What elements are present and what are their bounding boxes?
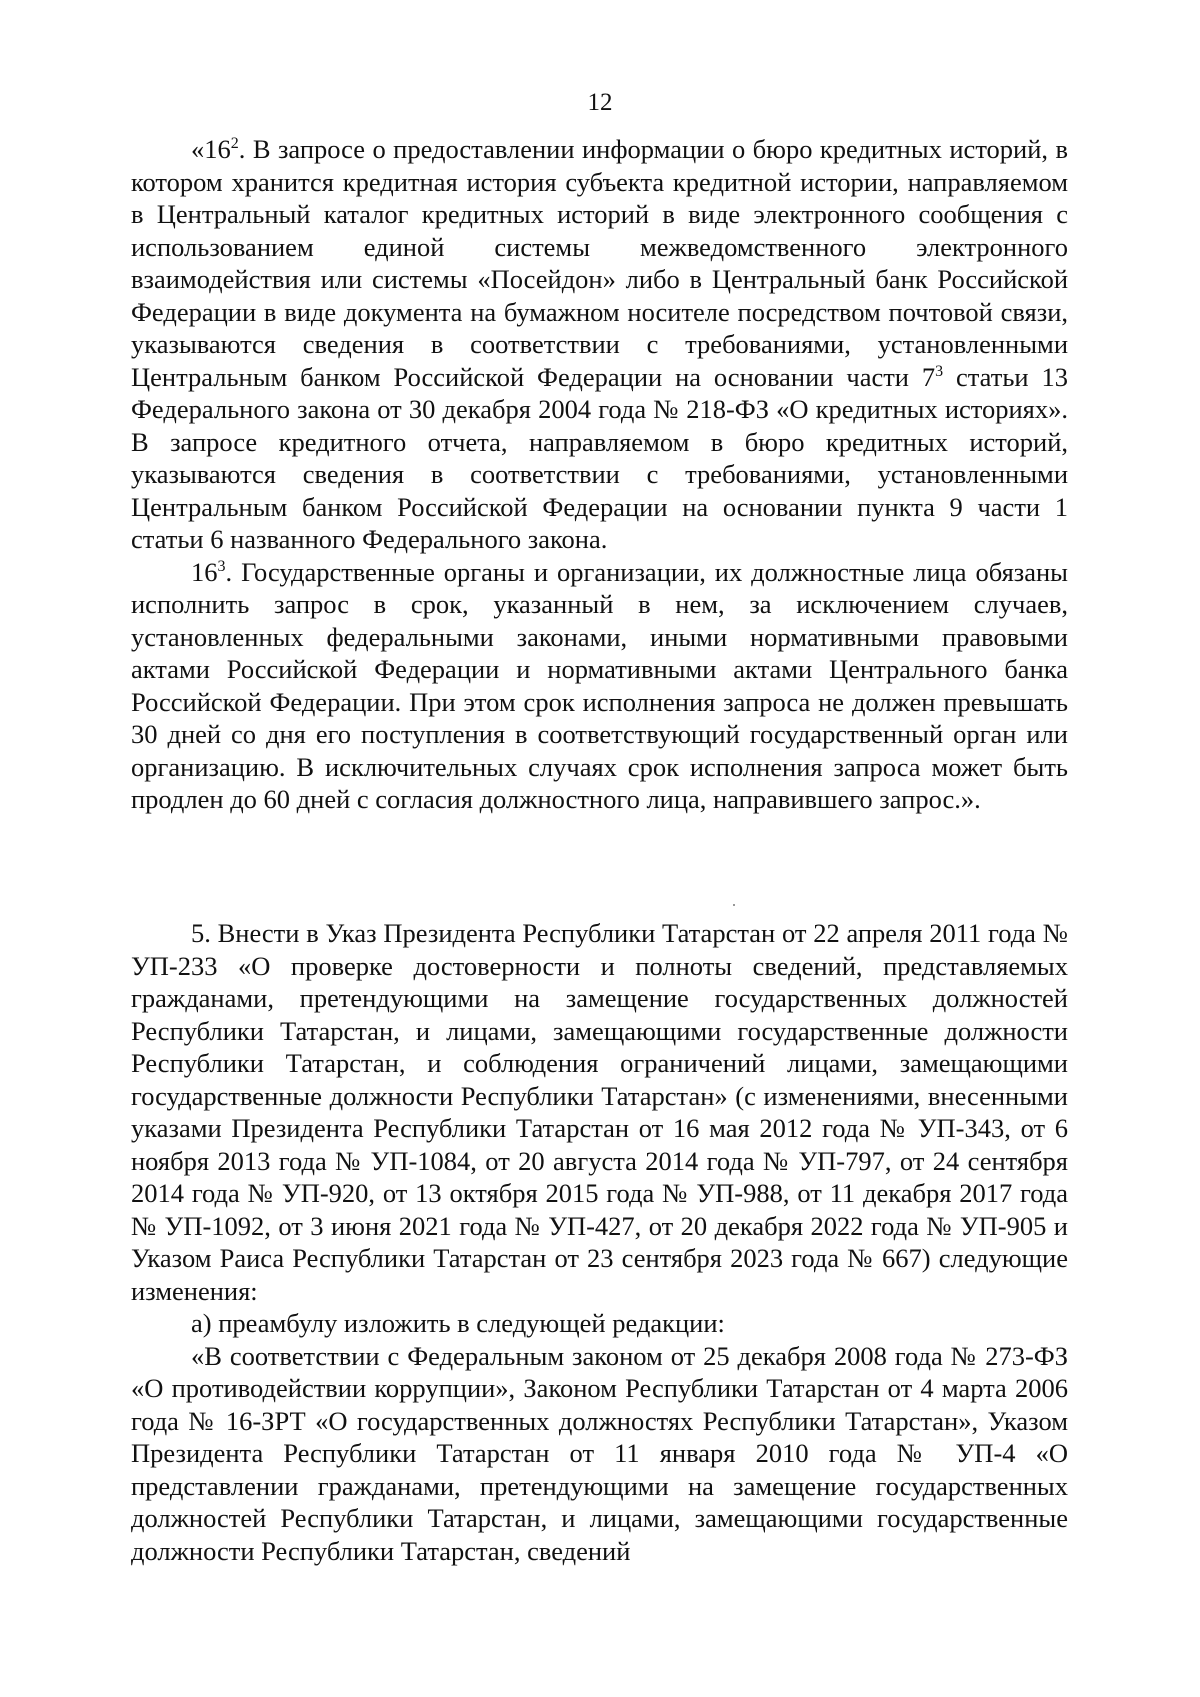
paragraph-16-2-superscript: 2 bbox=[230, 135, 239, 153]
paragraph-preamble-text: «В соответствии с Федеральным законом от 25 декабря 2008 года № 273-ФЗ «О противодействии коррупции», Законом Республики Татарстан от 4 марта 2006 года № 16-ЗРТ «О государственных должностях Республики Татарстан», Указом Президента Республики Татарстан от 11 января 2010 года № УП-4 «О представлении гражданами, претендующими на замещение государственных должностей Республики Татарстан, и лицами, замещающими государственные должности Республики Татарстан, сведений bbox=[131, 1340, 1068, 1566]
paragraph-16-2-open: «16 bbox=[191, 134, 231, 164]
paragraph-16-3-open: 16 bbox=[191, 556, 218, 587]
amendment-quote-block bbox=[131, 133, 1068, 816]
item-5-block bbox=[131, 917, 1068, 1567]
paragraph-16-3-text: . Государственные органы и организации, их должностные лица обязаны исполнить запрос в срок, указанный в нем, за исключением случаев, установленных федеральными законами, иными нормативными правовыми актами Российской Федерации и нормативными актами Центрального банка Российской Федерации. При этом срок исполнения запроса не должен превышать 30 дней со дня его поступления в соответствующий государственный орган или организацию. В исключительных случаях срок исполнения запроса может быть продлен до 60 дней с согласия должностного лица, направившего запрос.». bbox=[131, 556, 1068, 814]
paragraph-item-5: 5. Внести в Указ Президента Республики Татарстан от 22 апреля 2011 года № УП-233 «О проверке достоверности и полноты сведений, представляемых гражданами, претендующими на замещение государственных должностей Республики Татарстан, и лицами, замещающими государственные должности Республики Татарстан, и соблюдения ограничений лицами, замещающими государственные должности Республики Татарстан» (с изменениями, внесенными указами Президента Республики Татарстан от 16 мая 2012 года № УП-343, от 6 ноября 2013 года № УП-1084, от 20 августа 2014 года № УП-797, от 24 сентября 2014 года № УП-920, от 13 октября 2015 года № УП-988, от 11 декабря 2017 года № УП-1092, от 3 июня 2021 года № УП-427, от 20 декабря 2022 года № УП-905 и Указом Раиса Республики Татарстан от 23 сентября 2023 года № 667) следующие изменения: bbox=[131, 918, 1068, 1306]
paragraph-16-2-text: . В запросе о предоставлении информации о бюро кредитных историй, в котором хранится кредитная история субъекта кредитной истории, направляемом в Центральный каталог кредитных историй в виде электронного сообщения с использованием единой системы межведомственного электронного взаимодействия или системы «Посейдон» либо в Центральный банк Российской Федерации в виде документа на бумажном носителе посредством почтовой связи, указываются сведения в соответствии с требованиями, установленными Центральным банком Российской Федерации на основании части 7 bbox=[131, 134, 1068, 392]
paragraph-item-5a: а) преамбулу изложить в следующей редакции: bbox=[191, 1308, 725, 1338]
paragraph-16-2 bbox=[131, 133, 1068, 556]
paragraph-16-3 bbox=[131, 556, 1068, 816]
page-number: 12 bbox=[587, 89, 613, 116]
scan-speck bbox=[733, 904, 735, 906]
paragraph-16-3-superscript: 3 bbox=[217, 557, 226, 575]
paragraph-16-2-text-continued: статьи 13 Федерального закона от 30 декабря 2004 года № 218-ФЗ «О кредитных историях». В запросе кредитного отчета, направляемом в бюро кредитных историй, указываются сведения в соответствии с требованиями, установленными Центральным банком Российской Федерации на основании пункта 9 части 1 статьи 6 названного Федерального закона. bbox=[131, 361, 1068, 554]
part-7-3-superscript: 3 bbox=[935, 362, 944, 380]
